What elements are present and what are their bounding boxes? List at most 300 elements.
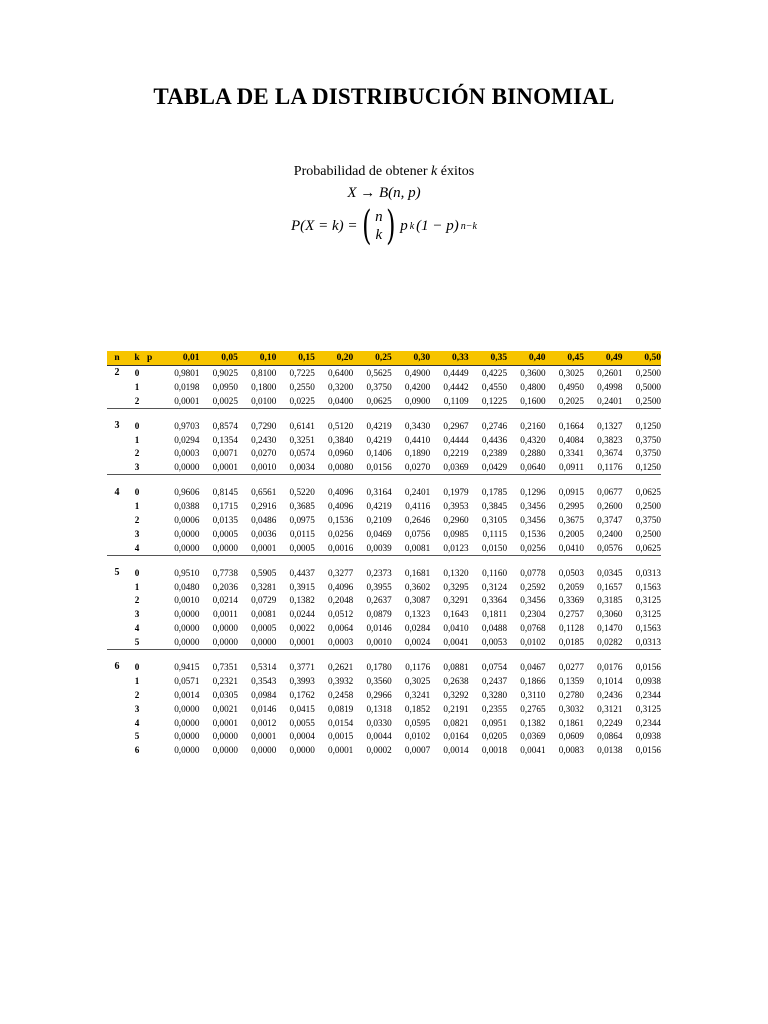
cell-probability: 0,3295 bbox=[443, 581, 469, 592]
cell-k: 0 bbox=[134, 487, 140, 498]
cell-probability: 0,0205 bbox=[481, 731, 508, 742]
table-row bbox=[107, 527, 661, 541]
caption-suffix: éxitos bbox=[440, 164, 475, 179]
cell-empty bbox=[147, 702, 161, 716]
cell-probability: 0,2401 bbox=[404, 487, 431, 498]
cell-probability: 0,0256 bbox=[328, 528, 354, 539]
cell-empty bbox=[147, 716, 161, 730]
cell-probability: 0,2621 bbox=[328, 661, 354, 672]
cell-empty bbox=[147, 527, 161, 541]
cell-empty bbox=[147, 446, 161, 460]
cell-n bbox=[107, 729, 127, 743]
table-row bbox=[107, 394, 661, 408]
cell-probability: 0,5220 bbox=[289, 487, 315, 498]
cell-probability: 0,0574 bbox=[289, 448, 315, 459]
cell-probability: 0,0282 bbox=[584, 635, 622, 649]
cell-probability: 0,0150 bbox=[469, 541, 507, 555]
cell-probability: 0,3600 bbox=[520, 367, 546, 378]
table-row bbox=[107, 593, 661, 607]
cell-probability: 0,3602 bbox=[404, 581, 431, 592]
cell-probability: 0,0011 bbox=[212, 609, 238, 620]
table-body bbox=[107, 366, 661, 758]
cell-probability: 0,0960 bbox=[328, 448, 354, 459]
cell-probability: 0,0951 bbox=[481, 717, 508, 728]
cell-probability: 0,0911 bbox=[546, 460, 584, 474]
cell-probability: 0,0256 bbox=[507, 541, 545, 555]
header-p-value: 0,40 bbox=[507, 351, 545, 366]
cell-empty bbox=[147, 566, 161, 580]
cell-probability: 0,2400 bbox=[597, 528, 623, 539]
cell-probability: 0,3369 bbox=[558, 595, 584, 606]
cell-probability: 0,0001 bbox=[161, 394, 199, 408]
table-row bbox=[107, 607, 661, 621]
cell-probability: 0,3164 bbox=[366, 487, 392, 498]
table-row bbox=[107, 485, 661, 499]
cell-probability: 0,2059 bbox=[558, 581, 584, 592]
cell-probability: 0,0039 bbox=[353, 541, 391, 555]
cell-probability: 0,1014 bbox=[597, 675, 623, 686]
cell-probability: 0,6561 bbox=[251, 487, 277, 498]
table-row bbox=[107, 460, 661, 474]
cell-probability: 0,0985 bbox=[443, 528, 469, 539]
cell-probability: 0,0001 bbox=[212, 717, 238, 728]
cell-probability: 0,0005 bbox=[276, 541, 314, 555]
cell-probability: 0,0270 bbox=[251, 448, 277, 459]
cell-probability: 0,2005 bbox=[558, 528, 584, 539]
cell-probability: 0,0010 bbox=[174, 595, 200, 606]
cell-probability: 0,0115 bbox=[289, 528, 315, 539]
caption-prefix: Probabilidad de obtener bbox=[293, 164, 428, 179]
cell-probability: 0,0005 bbox=[212, 528, 238, 539]
cell-probability: 0,3110 bbox=[520, 689, 546, 700]
cell-probability: 0,1563 bbox=[635, 623, 661, 634]
cell-k: 1 bbox=[134, 501, 140, 512]
cell-n: 3 bbox=[114, 420, 120, 432]
cell-probability: 0,0001 bbox=[276, 635, 314, 649]
header-p-value: 0,45 bbox=[546, 351, 584, 366]
cell-probability: 0,0021 bbox=[212, 703, 238, 714]
cell-probability: 0,1115 bbox=[482, 528, 508, 539]
cell-empty bbox=[147, 499, 161, 513]
table-row bbox=[107, 566, 661, 580]
cell-probability: 0,0975 bbox=[289, 514, 315, 525]
cell-probability: 0,0225 bbox=[276, 394, 314, 408]
cell-probability: 0,0006 bbox=[174, 514, 200, 525]
cell-probability: 0,4219 bbox=[366, 420, 392, 431]
cell-probability: 0,3430 bbox=[404, 420, 431, 431]
cell-probability: 0,0270 bbox=[392, 460, 430, 474]
cell-probability: 0,0313 bbox=[622, 635, 661, 649]
table-row bbox=[107, 743, 661, 757]
cell-probability: 0,2191 bbox=[443, 703, 469, 714]
cell-k: 1 bbox=[134, 381, 140, 392]
cell-probability: 0,2048 bbox=[328, 595, 354, 606]
binom-bottom: k bbox=[375, 227, 383, 243]
cell-probability: 0,8145 bbox=[212, 487, 238, 498]
cell-probability: 0,7225 bbox=[289, 367, 315, 378]
cell-probability: 0,3750 bbox=[635, 448, 661, 459]
pmf-p: p bbox=[400, 217, 408, 234]
cell-probability: 0,0034 bbox=[276, 460, 314, 474]
pmf-lhs: P(X = k) = bbox=[291, 217, 358, 234]
cell-probability: 0,1318 bbox=[366, 703, 392, 714]
cell-probability: 0,3747 bbox=[597, 514, 623, 525]
cell-probability: 0,7290 bbox=[251, 420, 277, 431]
cell-k: 4 bbox=[134, 717, 140, 728]
cell-probability: 0,0369 bbox=[430, 460, 468, 474]
cell-probability: 0,0000 bbox=[212, 731, 238, 742]
cell-empty bbox=[147, 660, 161, 674]
cell-probability: 0,0330 bbox=[366, 717, 392, 728]
group-spacer bbox=[107, 555, 661, 566]
cell-probability: 0,4800 bbox=[520, 381, 546, 392]
cell-probability: 0,1681 bbox=[404, 567, 431, 578]
cell-probability: 0,7738 bbox=[212, 567, 238, 578]
cell-probability: 0,0146 bbox=[251, 703, 277, 714]
cell-probability: 0,4096 bbox=[328, 501, 354, 512]
cell-probability: 0,3771 bbox=[289, 661, 315, 672]
cell-empty bbox=[147, 394, 161, 408]
cell-probability: 0,0198 bbox=[174, 381, 200, 392]
pmf-q-exp: n−k bbox=[460, 220, 477, 232]
cell-probability: 0,3125 bbox=[635, 595, 661, 606]
cell-probability: 0,4550 bbox=[481, 381, 508, 392]
cell-empty bbox=[147, 607, 161, 621]
cell-n bbox=[107, 394, 127, 408]
cell-probability: 0,0003 bbox=[315, 635, 353, 649]
cell-probability: 0,0000 bbox=[174, 745, 200, 756]
cell-k: 3 bbox=[134, 609, 140, 620]
cell-k: 0 bbox=[134, 567, 140, 578]
cell-probability: 0,3456 bbox=[520, 514, 546, 525]
cell-empty bbox=[147, 621, 161, 635]
cell-probability: 0,0640 bbox=[507, 460, 545, 474]
cell-probability: 0,0950 bbox=[212, 381, 238, 392]
cell-probability: 0,2637 bbox=[366, 595, 392, 606]
cell-probability: 0,1160 bbox=[482, 567, 508, 578]
cell-probability: 0,1785 bbox=[481, 487, 508, 498]
table-row bbox=[107, 513, 661, 527]
table-row bbox=[107, 716, 661, 730]
cell-probability: 0,0081 bbox=[392, 541, 430, 555]
cell-probability: 0,0024 bbox=[392, 635, 430, 649]
cell-probability: 0,1861 bbox=[558, 717, 584, 728]
cell-probability: 0,1109 bbox=[430, 394, 468, 408]
cell-probability: 0,2995 bbox=[558, 501, 584, 512]
cell-probability: 0,1406 bbox=[366, 448, 392, 459]
cell-probability: 0,5000 bbox=[635, 381, 661, 392]
cell-probability: 0,3823 bbox=[597, 434, 623, 445]
cell-probability: 0,4950 bbox=[558, 381, 584, 392]
binomial-table-wrap bbox=[107, 351, 661, 757]
cell-probability: 0,0015 bbox=[328, 731, 354, 742]
cell-probability: 0,0014 bbox=[443, 745, 469, 756]
cell-probability: 0,2765 bbox=[520, 703, 546, 714]
cell-probability: 0,0284 bbox=[404, 623, 431, 634]
pmf-q: (1 − p) bbox=[416, 217, 459, 234]
cell-probability: 0,0488 bbox=[481, 623, 508, 634]
cell-probability: 0,1536 bbox=[520, 528, 546, 539]
cell-probability: 0,1225 bbox=[469, 394, 507, 408]
cell-probability: 0,3750 bbox=[635, 434, 661, 445]
cell-probability: 0,0369 bbox=[520, 731, 546, 742]
cell-n bbox=[107, 580, 127, 594]
cell-probability: 0,3060 bbox=[597, 609, 623, 620]
cell-probability: 0,1354 bbox=[212, 434, 238, 445]
cell-probability: 0,4116 bbox=[405, 501, 431, 512]
cell-probability: 0,4096 bbox=[328, 487, 354, 498]
cell-probability: 0,4200 bbox=[404, 381, 431, 392]
cell-probability: 0,0625 bbox=[622, 541, 661, 555]
cell-probability: 0,0081 bbox=[251, 609, 277, 620]
cell-probability: 0,1176 bbox=[584, 460, 622, 474]
cell-probability: 0,2025 bbox=[546, 394, 584, 408]
cell-probability: 0,3915 bbox=[289, 581, 315, 592]
table-row bbox=[107, 702, 661, 716]
cell-probability: 0,0100 bbox=[238, 394, 276, 408]
cell-probability: 0,1664 bbox=[558, 420, 584, 431]
cell-probability: 0,3121 bbox=[597, 703, 623, 714]
cell-probability: 0,8100 bbox=[251, 367, 277, 378]
cell-probability: 0,2436 bbox=[597, 689, 623, 700]
pmf-formula bbox=[291, 203, 477, 249]
cell-empty bbox=[147, 541, 161, 555]
cell-probability: 0,3125 bbox=[635, 609, 661, 620]
cell-probability: 0,0000 bbox=[174, 731, 200, 742]
cell-probability: 0,1250 bbox=[635, 420, 661, 431]
cell-n bbox=[107, 702, 127, 716]
cell-probability: 0,1852 bbox=[404, 703, 431, 714]
cell-probability: 0,4219 bbox=[366, 434, 392, 445]
cell-probability: 0,4442 bbox=[443, 381, 469, 392]
cell-probability: 0,1866 bbox=[520, 675, 546, 686]
cell-probability: 0,4219 bbox=[366, 501, 392, 512]
cell-probability: 0,3087 bbox=[404, 595, 431, 606]
table-row bbox=[107, 446, 661, 460]
cell-probability: 0,9025 bbox=[212, 367, 238, 378]
cell-probability: 0,0429 bbox=[469, 460, 507, 474]
cell-empty bbox=[147, 380, 161, 394]
cell-probability: 0,0055 bbox=[289, 717, 315, 728]
cell-probability: 0,9801 bbox=[174, 367, 200, 378]
cell-probability: 0,3456 bbox=[520, 595, 546, 606]
table-row bbox=[107, 729, 661, 743]
cell-probability: 0,4320 bbox=[520, 434, 546, 445]
header-p-value: 0,35 bbox=[469, 351, 507, 366]
cell-probability: 0,0879 bbox=[366, 609, 392, 620]
cell-probability: 0,0819 bbox=[328, 703, 354, 714]
cell-probability: 0,3105 bbox=[481, 514, 508, 525]
cell-empty bbox=[147, 580, 161, 594]
cell-probability: 0,0345 bbox=[597, 567, 623, 578]
cell-probability: 0,0677 bbox=[597, 487, 623, 498]
cell-probability: 0,1250 bbox=[622, 460, 661, 474]
cell-probability: 0,0313 bbox=[635, 567, 661, 578]
cell-probability: 0,0000 bbox=[161, 460, 199, 474]
cell-probability: 0,3993 bbox=[289, 675, 315, 686]
cell-probability: 0,0512 bbox=[328, 609, 354, 620]
cell-probability: 0,0277 bbox=[558, 661, 584, 672]
cell-probability: 0,0595 bbox=[404, 717, 431, 728]
cell-probability: 0,0102 bbox=[507, 635, 545, 649]
cell-probability: 0,3341 bbox=[558, 448, 584, 459]
cell-probability: 0,1470 bbox=[597, 623, 623, 634]
cell-probability: 0,0294 bbox=[174, 434, 200, 445]
cell-probability: 0,7351 bbox=[212, 661, 238, 672]
cell-empty bbox=[147, 729, 161, 743]
cell-probability: 0,3560 bbox=[366, 675, 392, 686]
cell-probability: 0,3125 bbox=[635, 703, 661, 714]
cell-k: 5 bbox=[134, 731, 140, 742]
cell-probability: 0,3750 bbox=[635, 514, 661, 525]
cell-n bbox=[107, 380, 127, 394]
cell-probability: 0,2401 bbox=[584, 394, 622, 408]
cell-probability: 0,2960 bbox=[443, 514, 469, 525]
cell-probability: 0,2160 bbox=[520, 420, 546, 431]
cell-probability: 0,2344 bbox=[635, 717, 661, 728]
cell-probability: 0,0154 bbox=[328, 717, 354, 728]
cell-probability: 0,1715 bbox=[212, 501, 238, 512]
cell-probability: 0,1128 bbox=[559, 623, 584, 634]
cell-probability: 0,0001 bbox=[199, 460, 237, 474]
cell-probability: 0,4444 bbox=[443, 434, 469, 445]
formula-block bbox=[0, 162, 768, 249]
cell-probability: 0,3932 bbox=[328, 675, 354, 686]
cell-k: 5 bbox=[127, 635, 147, 649]
cell-probability: 0,0756 bbox=[404, 528, 431, 539]
cell-probability: 0,2966 bbox=[366, 689, 392, 700]
cell-probability: 0,9606 bbox=[174, 487, 200, 498]
caption-var: k bbox=[431, 164, 438, 179]
table-row bbox=[107, 660, 661, 674]
cell-probability: 0,0938 bbox=[635, 675, 661, 686]
cell-probability: 0,0984 bbox=[251, 689, 277, 700]
cell-probability: 0,2967 bbox=[443, 420, 469, 431]
cell-probability: 0,4436 bbox=[481, 434, 508, 445]
cell-probability: 0,3281 bbox=[251, 581, 277, 592]
header-p-value: 0,01 bbox=[161, 351, 199, 366]
header-p-value: 0,15 bbox=[276, 351, 314, 366]
table-row bbox=[107, 674, 661, 688]
cell-probability: 0,0146 bbox=[366, 623, 392, 634]
cell-probability: 0,0016 bbox=[315, 541, 353, 555]
cell-probability: 0,0064 bbox=[328, 623, 354, 634]
cell-k: 2 bbox=[134, 514, 140, 525]
cell-probability: 0,0410 bbox=[546, 541, 584, 555]
cell-k: 1 bbox=[134, 675, 140, 686]
cell-probability: 0,3675 bbox=[558, 514, 584, 525]
cell-probability: 0,3032 bbox=[558, 703, 584, 714]
cell-probability: 0,0486 bbox=[251, 514, 277, 525]
cell-probability: 0,3241 bbox=[404, 689, 431, 700]
header-p-value: 0,10 bbox=[238, 351, 276, 366]
cell-probability: 0,5625 bbox=[366, 367, 392, 378]
cell-probability: 0,1811 bbox=[482, 609, 508, 620]
cell-probability: 0,3025 bbox=[558, 367, 584, 378]
cell-probability: 0,9703 bbox=[174, 420, 200, 431]
cell-probability: 0,0001 bbox=[328, 745, 354, 756]
cell-probability: 0,0053 bbox=[469, 635, 507, 649]
cell-probability: 0,0176 bbox=[597, 661, 623, 672]
cell-probability: 0,0001 bbox=[251, 731, 277, 742]
binom-top: n bbox=[375, 209, 383, 225]
cell-probability: 0,3025 bbox=[404, 675, 431, 686]
table-row bbox=[107, 366, 661, 380]
cell-n bbox=[107, 460, 127, 474]
cell-n bbox=[107, 674, 127, 688]
group-spacer bbox=[107, 650, 661, 661]
cell-probability: 0,1890 bbox=[404, 448, 431, 459]
cell-k: 0 bbox=[134, 661, 140, 672]
cell-probability: 0,0305 bbox=[212, 689, 238, 700]
cell-probability: 0,3840 bbox=[328, 434, 354, 445]
cell-probability: 0,0025 bbox=[199, 394, 237, 408]
cell-probability: 0,1800 bbox=[251, 381, 277, 392]
cell-probability: 0,0005 bbox=[251, 623, 277, 634]
cell-probability: 0,3185 bbox=[597, 595, 623, 606]
cell-probability: 0,1643 bbox=[443, 609, 469, 620]
cell-empty bbox=[147, 674, 161, 688]
cell-probability: 0,0083 bbox=[558, 745, 584, 756]
cell-probability: 0,0138 bbox=[597, 745, 623, 756]
cell-probability: 0,0410 bbox=[443, 623, 469, 634]
cell-probability: 0,3251 bbox=[289, 434, 315, 445]
cell-probability: 0,0022 bbox=[289, 623, 315, 634]
cell-probability: 0,2500 bbox=[635, 528, 661, 539]
cell-probability: 0,2437 bbox=[481, 675, 508, 686]
cell-probability: 0,0000 bbox=[174, 703, 200, 714]
cell-probability: 0,0881 bbox=[443, 661, 469, 672]
cell-probability: 0,2500 bbox=[635, 501, 661, 512]
cell-probability: 0,0000 bbox=[199, 541, 237, 555]
cell-probability: 0,0467 bbox=[520, 661, 546, 672]
cell-n bbox=[107, 541, 127, 555]
cell-probability: 0,0469 bbox=[366, 528, 392, 539]
cell-probability: 0,3280 bbox=[481, 689, 508, 700]
cell-probability: 0,2321 bbox=[212, 675, 238, 686]
cell-probability: 0,0000 bbox=[212, 745, 238, 756]
cell-n bbox=[107, 635, 127, 649]
cell-probability: 0,2780 bbox=[558, 689, 584, 700]
cell-n: 5 bbox=[114, 567, 120, 579]
cell-probability: 0,1327 bbox=[597, 420, 623, 431]
page-title: TABLA DE LA DISTRIBUCIÓN BINOMIAL bbox=[153, 84, 615, 109]
cell-probability: 0,2355 bbox=[481, 703, 508, 714]
cell-probability: 0,0156 bbox=[353, 460, 391, 474]
cell-k: 3 bbox=[134, 528, 140, 539]
cell-probability: 0,1176 bbox=[405, 661, 431, 672]
cell-probability: 0,0010 bbox=[238, 460, 276, 474]
cell-probability: 0,1296 bbox=[520, 487, 546, 498]
cell-probability: 0,1320 bbox=[443, 567, 469, 578]
cell-probability: 0,3291 bbox=[443, 595, 469, 606]
cell-k: 6 bbox=[134, 745, 140, 756]
cell-probability: 0,9415 bbox=[174, 661, 200, 672]
cell-probability: 0,0071 bbox=[212, 448, 238, 459]
cell-probability: 0,0729 bbox=[251, 595, 277, 606]
cell-empty bbox=[147, 366, 161, 380]
cell-probability: 0,3955 bbox=[366, 581, 392, 592]
cell-probability: 0,0080 bbox=[315, 460, 353, 474]
cell-n bbox=[107, 499, 127, 513]
cell-probability: 0,0000 bbox=[161, 635, 199, 649]
cell-empty bbox=[147, 419, 161, 433]
cell-empty bbox=[147, 743, 161, 757]
cell-probability: 0,0036 bbox=[251, 528, 277, 539]
cell-empty bbox=[147, 513, 161, 527]
cell-probability: 0,3364 bbox=[481, 595, 508, 606]
header-p: p bbox=[147, 351, 161, 366]
